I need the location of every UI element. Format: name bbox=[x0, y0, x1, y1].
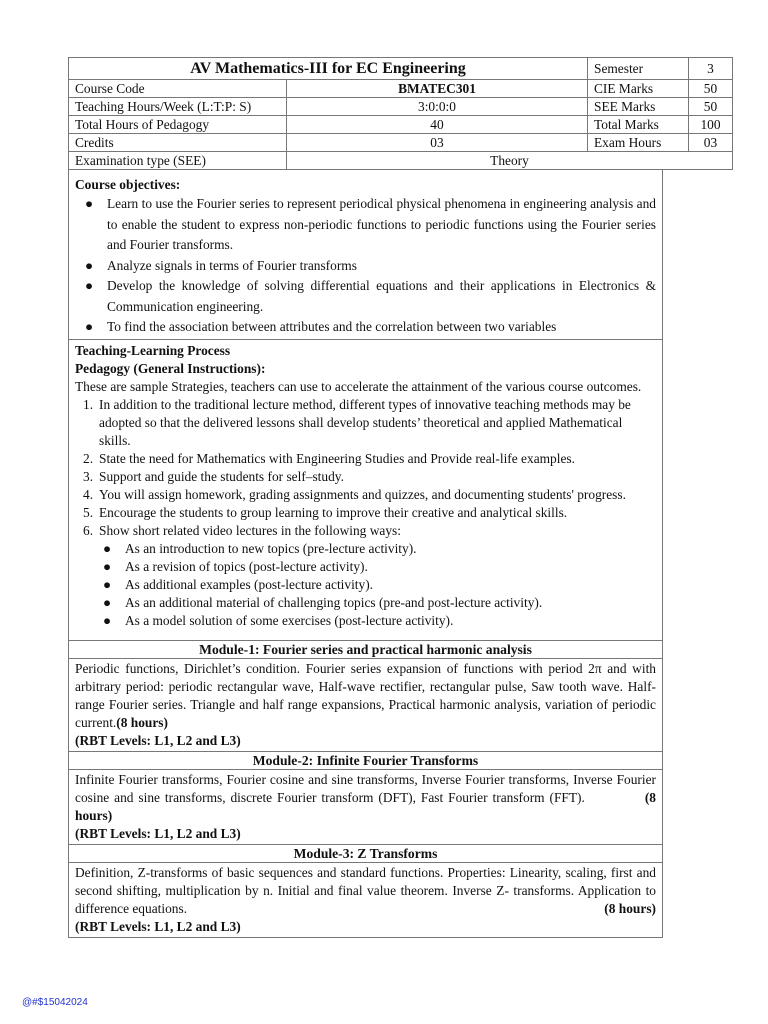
pedagogy-hours-value: 40 bbox=[287, 116, 588, 134]
exam-type-value: Theory bbox=[287, 152, 733, 170]
list-item: ● As a revision of topics (post-lecture activity). bbox=[103, 558, 368, 574]
module-3-rbt: (RBT Levels: L1, L2 and L3) bbox=[75, 918, 241, 934]
module-2-rbt: (RBT Levels: L1, L2 and L3) bbox=[75, 825, 241, 841]
list-item: 4. You will assign homework, grading assignments and quizzes, and documenting students' progress. bbox=[83, 486, 626, 502]
course-objectives-section bbox=[68, 170, 663, 340]
list-item: ● Learn to use the Fourier series to represent periodical physical phenomena in engineering analysis and to enable the student to express non-periodic functions to periodic functions using the Fourier series and Fourier transforms. bbox=[85, 196, 656, 252]
teaching-list bbox=[75, 396, 656, 540]
teaching-hours-label: Teaching Hours/Week (L:T:P: S) bbox=[69, 98, 287, 116]
see-marks-value: 50 bbox=[689, 98, 733, 116]
module-3-title: Module-3: Z Transforms bbox=[68, 845, 663, 863]
teaching-learning-section bbox=[68, 340, 663, 641]
list-item: ● Analyze signals in terms of Fourier transforms bbox=[75, 256, 656, 277]
module-1-text: Periodic functions, Dirichlet’s condition. Fourier series expansion of functions with period 2π and with arbitrary period: periodic rectangular wave, Half-wave rectifier, rectangular pulse, Saw tooth wave. Half-range Fourier series. Triangle and half range expansions, Practical harmonic analysis, variation of periodic current. bbox=[75, 660, 656, 730]
list-item: 6. Show short related video lectures in the following ways: bbox=[83, 522, 401, 538]
bullet-icon: ● bbox=[85, 196, 94, 211]
exam-hours-value: 03 bbox=[689, 134, 733, 152]
teaching-intro: These are sample Strategies, teachers can use to accelerate the attainment of the various course outcomes. bbox=[75, 378, 642, 394]
module-1-body bbox=[68, 659, 663, 752]
module-3-text: Definition, Z-transforms of basic sequences and standard functions. Properties: Linearity, scaling, first and second shifting, multiplication by n. Initial and final value theorem. Inverse Z- transforms. Application to difference equations. bbox=[75, 864, 656, 916]
module-1-hours: (8 hours) bbox=[116, 714, 168, 730]
module-2-body bbox=[68, 770, 663, 845]
total-marks-value: 100 bbox=[689, 116, 733, 134]
module-2-hours: (8 hours) bbox=[75, 789, 656, 823]
course-code-value: BMATEC301 bbox=[287, 80, 588, 98]
module-3-hours: (8 hours) bbox=[604, 900, 656, 916]
module-1-title: Module-1: Fourier series and practical harmonic analysis bbox=[68, 641, 663, 659]
module-1-rbt: (RBT Levels: L1, L2 and L3) bbox=[75, 732, 241, 748]
teaching-hours-value: 3:0:0:0 bbox=[287, 98, 588, 116]
semester-value: 3 bbox=[689, 58, 733, 80]
bullet-icon: ● bbox=[103, 558, 112, 574]
module-2-text: Infinite Fourier transforms, Fourier cosine and sine transforms, Inverse Fourier transforms, Inverse Fourier cosine and sine transforms, discrete Fourier transform (DFT), Fast Fourier transform (FFT). bbox=[75, 771, 656, 805]
bullet-icon: ● bbox=[103, 540, 112, 556]
course-code-label: Course Code bbox=[69, 80, 287, 98]
semester-label: Semester bbox=[588, 58, 689, 80]
list-item: 2. State the need for Mathematics with Engineering Studies and Provide real-life examples. bbox=[83, 450, 575, 466]
list-item: 3. Support and guide the students for self–study. bbox=[83, 468, 344, 484]
document-tag: @#$15042024 bbox=[22, 997, 88, 1008]
list-item: ● As an additional material of challenging topics (pre-and post-lecture activity). bbox=[103, 594, 543, 610]
list-item: 5. Encourage the students to group learning to improve their creative and analytical skills. bbox=[83, 504, 568, 520]
see-marks-label: SEE Marks bbox=[588, 98, 689, 116]
list-item: ● As an introduction to new topics (pre-lecture activity). bbox=[103, 540, 417, 556]
credits-label: Credits bbox=[69, 134, 287, 152]
course-title: AV Mathematics-III for EC Engineering bbox=[69, 58, 588, 80]
list-item: 1. In addition to the traditional lecture method, different types of innovative teaching methods may be adopted so that the delivered lessons shall develop students’ theoretical and applied Mathematical skills. bbox=[83, 396, 631, 448]
objectives-list bbox=[75, 194, 656, 338]
list-item: ● As additional examples (post-lecture activity). bbox=[103, 576, 374, 592]
bullet-icon: ● bbox=[85, 278, 94, 293]
pedagogy-hours-label: Total Hours of Pedagogy bbox=[69, 116, 287, 134]
bullet-icon: ● bbox=[103, 576, 112, 592]
cie-marks-value: 50 bbox=[689, 80, 733, 98]
objectives-heading: Course objectives: bbox=[75, 177, 181, 192]
credits-value: 03 bbox=[287, 134, 588, 152]
module-3-body bbox=[68, 863, 663, 938]
syllabus-page bbox=[68, 57, 721, 938]
list-item: ● To find the association between attributes and the correlation between two variables bbox=[75, 317, 656, 338]
list-item: ● Develop the knowledge of solving differential equations and their applications in Electronics & Communication engineering. bbox=[85, 278, 656, 314]
video-lecture-list bbox=[75, 540, 656, 630]
teaching-heading: Teaching-Learning Process bbox=[75, 342, 231, 358]
exam-type-label: Examination type (SEE) bbox=[69, 152, 287, 170]
pedagogy-heading: Pedagogy (General Instructions): bbox=[75, 360, 266, 376]
cie-marks-label: CIE Marks bbox=[588, 80, 689, 98]
list-item: ● As a model solution of some exercises (post-lecture activity). bbox=[103, 612, 454, 628]
course-header-table bbox=[68, 57, 733, 170]
bullet-icon: ● bbox=[85, 319, 94, 334]
bullet-icon: ● bbox=[85, 257, 94, 273]
bullet-icon: ● bbox=[103, 594, 112, 610]
exam-hours-label: Exam Hours bbox=[588, 134, 689, 152]
bullet-icon: ● bbox=[103, 612, 112, 628]
total-marks-label: Total Marks bbox=[588, 116, 689, 134]
module-2-title: Module-2: Infinite Fourier Transforms bbox=[68, 752, 663, 770]
